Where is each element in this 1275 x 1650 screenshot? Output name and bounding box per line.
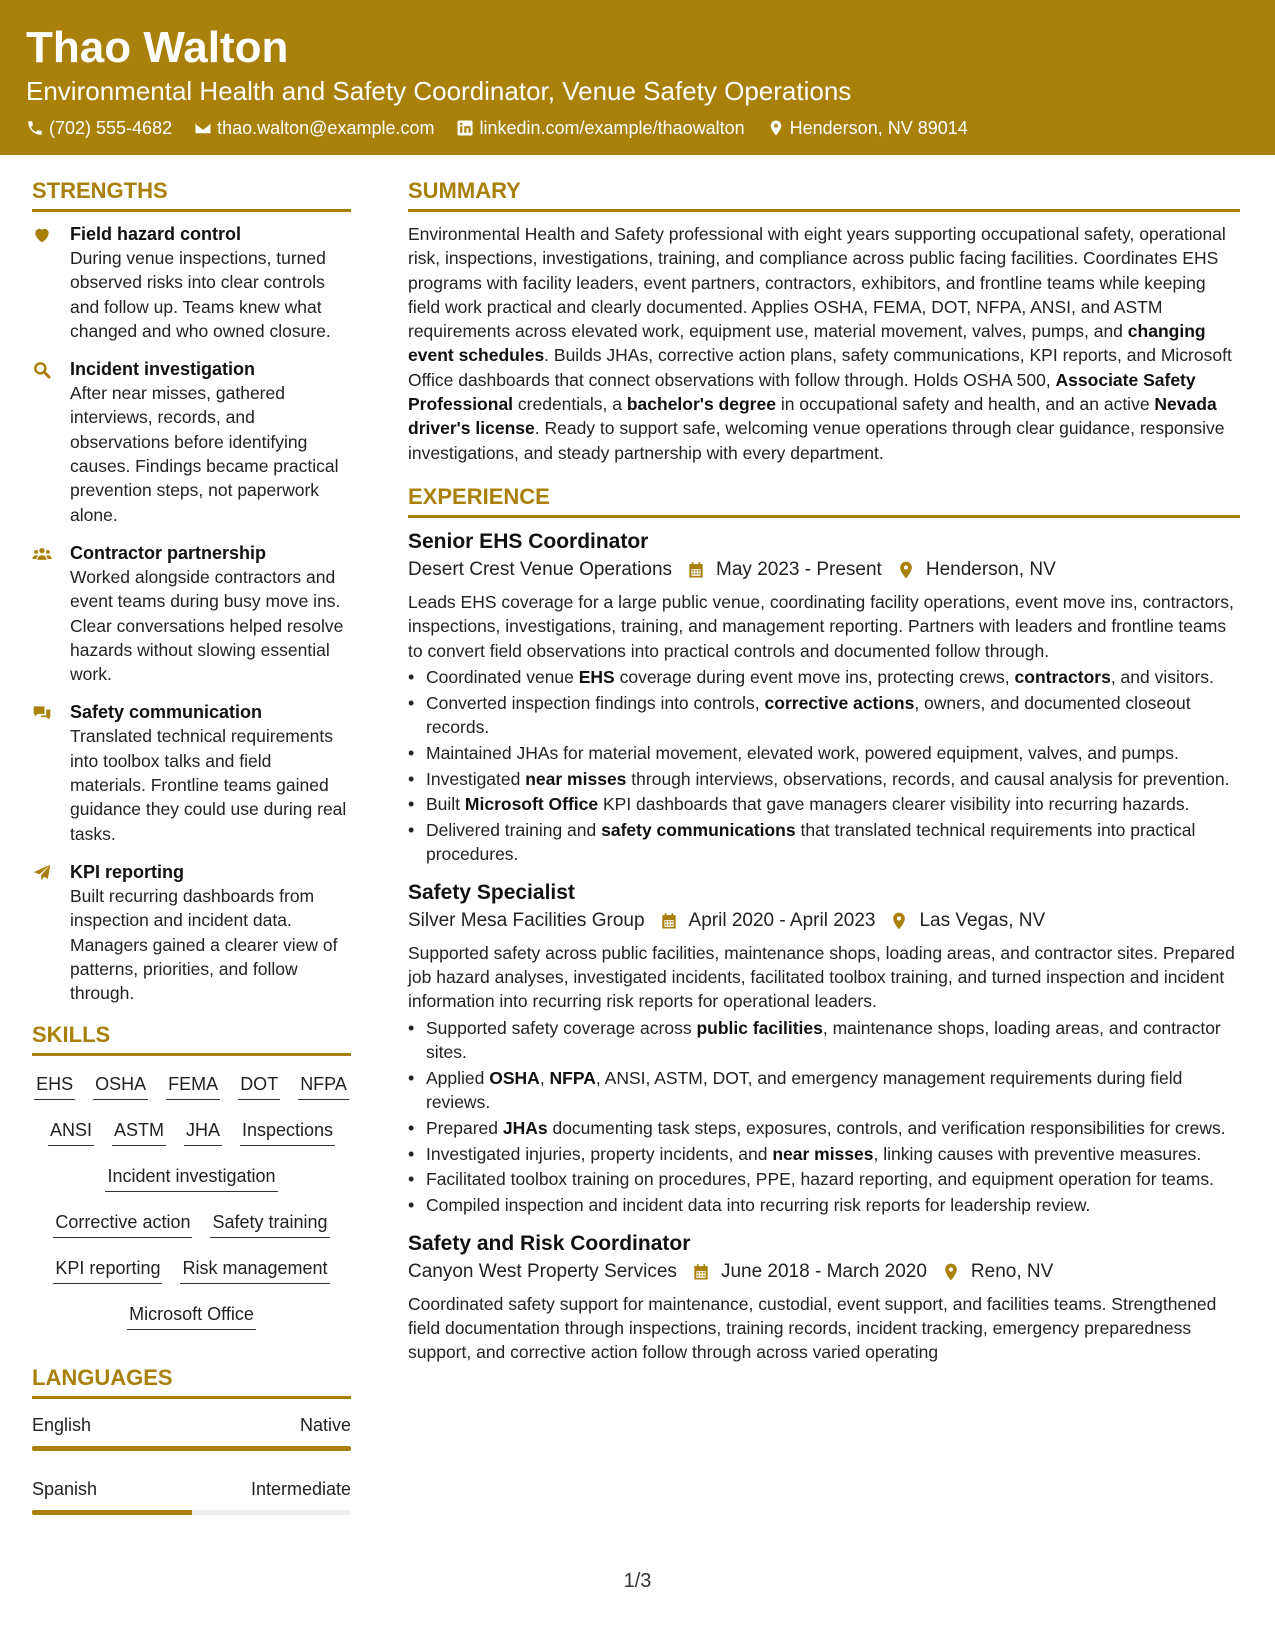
strength-title: KPI reporting [70, 861, 185, 882]
bold-text: JHAs [502, 1117, 548, 1138]
contact-bar [26, 116, 1249, 140]
strengths-heading: STRENGTHS [32, 177, 351, 212]
strength-desc: Translated technical requirements into toolbox talks and field materials. Frontline teams gained guidance they could use during real tasks. [70, 726, 347, 844]
language-level: Intermediate [250, 1479, 351, 1500]
bold-text: changing event schedules [408, 321, 1206, 366]
languages-list [32, 1413, 351, 1515]
text-run: documenting task steps, exposures, controls, and verification responsibilities for crews. [547, 1117, 1226, 1138]
map-pin-icon [896, 560, 916, 580]
job-entry [408, 528, 1240, 867]
language-row [32, 1413, 351, 1437]
bullet-item [408, 665, 1240, 689]
job-entry [408, 1230, 1240, 1365]
language-bar-fill [32, 1510, 192, 1515]
text-run: . Builds JHAs, corrective action plans, safety communications, KPI reports, and Microsoft Office dashboards that connect observations with follow through. Holds OSHA 500, [408, 345, 1232, 390]
text-run: Prepared [426, 1117, 503, 1138]
bullet-item [408, 767, 1240, 791]
text-run: Built [426, 794, 465, 815]
job-dates [659, 907, 876, 935]
skill-tag: ASTM [112, 1118, 166, 1146]
skill-tag: OSHA [93, 1072, 148, 1100]
job-company: Canyon West Property Services [408, 1260, 677, 1282]
calendar-icon [691, 1262, 711, 1282]
strength-desc: Built recurring dashboards from inspection and incident data. Managers gained a clearer view of patterns, priorities, and follow through. [70, 885, 338, 1004]
text-run: Coordinated venue [426, 666, 579, 687]
job-dates [691, 1258, 927, 1286]
job-location [941, 1258, 1053, 1286]
job-bullets [408, 1016, 1240, 1218]
experience-heading: EXPERIENCE [408, 483, 1240, 518]
bullet-item [408, 1142, 1240, 1166]
job-meta [408, 556, 1240, 584]
bold-text: OSHA [489, 1067, 540, 1088]
job-company: Desert Crest Venue Operations [408, 558, 673, 580]
strengths-list [32, 222, 351, 1005]
resume-header [0, 0, 1275, 155]
skills-row [36, 1072, 347, 1100]
summary-text [408, 222, 1240, 465]
strength-desc: Worked alongside contractors and event teams during busy move ins. Clear conversations helped resolve hazards without slowing essential work. [70, 566, 344, 685]
strength-item [32, 222, 351, 343]
skill-tag: DOT [238, 1072, 280, 1100]
text-run: . Ready to support safe, welcoming venue operations through clear guidance, responsive investigations, and steady partnership with every department. [408, 418, 1225, 463]
bold-text: EHS [578, 666, 615, 687]
job-title: Safety Specialist [408, 880, 575, 904]
skill-tag: Inspections [240, 1118, 335, 1146]
text-run: coverage during event move ins, protecting crews, [614, 666, 1015, 687]
users-icon [32, 544, 52, 564]
contact-linkedin[interactable] [456, 116, 744, 140]
map-pin-icon [941, 1262, 961, 1282]
right-column [408, 177, 1240, 1376]
bold-text: NFPA [549, 1067, 596, 1088]
envelope-icon [194, 119, 212, 137]
strength-title: Incident investigation [70, 359, 256, 380]
map-pin-icon [889, 911, 909, 931]
language-level: Native [299, 1415, 351, 1436]
text-run: , ANSI, ASTM, DOT, and emergency management requirements during field reviews. [426, 1067, 1183, 1113]
paper-plane-icon [32, 863, 52, 883]
text-run: Applied [426, 1067, 490, 1088]
skills-heading: SKILLS [32, 1021, 351, 1056]
job-location [889, 907, 1045, 935]
text-run: Maintained JHAs for material movement, elevated work, powered equipment, valves, and pumps. [426, 742, 1179, 763]
skills-row [36, 1164, 347, 1192]
job-dates-text: April 2020 - April 2023 [688, 909, 876, 931]
bullet-item [408, 1116, 1240, 1140]
text-run: Investigated injuries, property incidents, and [426, 1143, 773, 1164]
job-location-text: Henderson, NV [925, 558, 1056, 580]
text-run: that translated technical requirements into practical procedures. [426, 820, 1196, 865]
skill-tag: Safety training [210, 1210, 329, 1238]
text-run: , [539, 1067, 550, 1088]
job-location-text: Las Vegas, NV [919, 909, 1046, 931]
text-run: credentials, a [513, 394, 627, 415]
bold-text: contractors [1014, 666, 1111, 687]
bullet-item [408, 741, 1240, 765]
skill-tag: Corrective action [53, 1210, 192, 1238]
contact-email[interactable] [194, 116, 434, 140]
job-title: Senior EHS Coordinator [408, 529, 649, 553]
text-run: Environmental Health and Safety professional with eight years supporting occupational safety, operational risk, inspections, investigations, training, and compliance across public facing facilities. Coordinates EHS programs with facility leaders, event partners, contractors, exhibitors, and frontline teams while keeping field work practical and clearly documented. Applies OSHA, FEMA, DOT, NFPA, ANSI, and ASTM requirements across elevated work, equipment use, material movement, valves, pumps, and [408, 224, 1226, 342]
skills-row [36, 1256, 347, 1284]
bold-text: Microsoft Office [464, 794, 599, 815]
job-entry [408, 879, 1240, 1218]
job-meta [408, 907, 1240, 935]
bold-text: Associate Safety Professional [408, 369, 1196, 415]
bullet-item [408, 818, 1240, 867]
skill-tag: JHA [184, 1118, 222, 1146]
strength-title: Field hazard control [70, 224, 242, 244]
bullet-item [408, 1167, 1240, 1191]
left-column [32, 177, 351, 1541]
skills-row [36, 1210, 347, 1238]
bullet-item [408, 792, 1240, 816]
bold-text: safety communications [601, 820, 796, 841]
heart-icon [32, 225, 52, 245]
language-name: English [32, 1415, 92, 1436]
bold-text: bachelor's degree [626, 394, 776, 415]
text-run: Supported safety coverage across [426, 1017, 697, 1038]
skill-tag: FEMA [166, 1072, 220, 1100]
strength-item [32, 541, 351, 686]
bold-text: near misses [772, 1143, 874, 1164]
skills-row [36, 1118, 347, 1146]
contact-phone[interactable] [26, 116, 172, 140]
text-run: Compiled inspection and incident data into recurring risk reports for leadership review. [426, 1195, 1091, 1216]
text-run: KPI dashboards that gave managers clearer visibility into recurring hazards. [598, 794, 1190, 815]
language-name: Spanish [32, 1479, 98, 1500]
summary-heading: SUMMARY [408, 177, 1240, 212]
text-run: Investigated [426, 768, 526, 789]
skill-tag: Incident investigation [105, 1164, 277, 1192]
text-run: Delivered training and [426, 820, 602, 841]
text-run: , owners, and documented closeout records. [426, 692, 1191, 737]
contact-location [767, 116, 968, 140]
bullet-item [408, 1193, 1240, 1217]
strength-item [32, 357, 351, 527]
text-run: Facilitated toolbox training on procedures, PPE, hazard reporting, and equipment operation for teams. [426, 1169, 1214, 1190]
language-bar [32, 1446, 351, 1451]
search-icon [32, 360, 52, 380]
linkedin-text: linkedin.com/example/thaowalton [479, 118, 745, 138]
page-number: 1/3 [623, 1570, 652, 1592]
job-dates-text: May 2023 - Present [716, 558, 882, 580]
skill-tag: NFPA [298, 1072, 349, 1100]
skill-tag: ANSI [48, 1118, 94, 1146]
strength-item [32, 860, 351, 1005]
phone-text: (702) 555-4682 [49, 118, 173, 138]
linkedin-icon [456, 119, 474, 137]
text-run: Converted inspection findings into controls, [426, 692, 765, 713]
strength-item [32, 700, 351, 845]
job-description: Leads EHS coverage for a large public venue, coordinating facility operations, event move ins, contractors, inspections, investigations, training, and management reporting. Partners with leaders and frontline teams to convert field observations into practical controls and documented follow through. [408, 591, 1234, 661]
strength-desc: During venue inspections, turned observed risks into clear controls and follow up. Teams knew what changed and who owned closure. [70, 248, 331, 341]
email-text: thao.walton@example.com [217, 118, 435, 138]
job-location [896, 556, 1056, 584]
map-pin-icon [767, 119, 785, 137]
text-run: , linking causes with preventive measures. [873, 1143, 1202, 1164]
job-dates [686, 556, 882, 584]
skills-row [36, 1302, 347, 1330]
language-bar [32, 1510, 351, 1515]
skill-tag: Risk management [180, 1256, 329, 1284]
skill-tag: EHS [34, 1072, 75, 1100]
calendar-icon [686, 560, 706, 580]
skills-list [32, 1066, 351, 1330]
phone-icon [26, 119, 44, 137]
bold-text: public facilities [696, 1017, 823, 1038]
job-location-text: Reno, NV [970, 1260, 1054, 1282]
skill-tag: Microsoft Office [127, 1302, 256, 1330]
job-bullets [408, 665, 1240, 867]
strength-desc: After near misses, gathered interviews, records, and observations before identifying causes. Findings became practical prevention steps, not paperwork alone. [70, 383, 339, 525]
text-run: in occupational safety and health, and an active [775, 394, 1155, 415]
strength-title: Contractor partnership [70, 542, 267, 563]
job-meta [408, 1258, 1240, 1286]
text-run: through interviews, observations, records, and causal analysis for prevention. [626, 768, 1230, 789]
candidate-name: Thao Walton [26, 23, 289, 72]
job-company: Silver Mesa Facilities Group [408, 909, 645, 931]
bullet-item [408, 691, 1240, 740]
job-dates-text: June 2018 - March 2020 [720, 1260, 927, 1282]
bullet-item [408, 1066, 1240, 1115]
text-run: , maintenance shops, loading areas, and contractor sites. [426, 1017, 1221, 1062]
text-run: , and visitors. [1110, 666, 1214, 687]
job-title: Safety and Risk Coordinator [408, 1231, 691, 1255]
languages-heading: LANGUAGES [32, 1364, 351, 1399]
chat-icon [32, 703, 52, 723]
location-text: Henderson, NV 89014 [789, 118, 968, 138]
language-bar-fill [32, 1446, 351, 1451]
bold-text: Nevada driver's license [408, 394, 1217, 439]
experience-list [408, 528, 1240, 1364]
calendar-icon [659, 911, 679, 931]
skill-tag: KPI reporting [53, 1256, 162, 1284]
bold-text: corrective actions [764, 692, 915, 713]
language-row [32, 1477, 351, 1501]
candidate-title: Environmental Health and Safety Coordinator, Venue Safety Operations [26, 76, 852, 106]
job-description: Supported safety across public facilities, maintenance shops, loading areas, and contractor sites. Prepared job hazard analyses, investigated incidents, facilitated toolbox training, and turned inspection and incident information into recurring risk reports for operational leaders. [408, 942, 1235, 1012]
bold-text: near misses [525, 768, 627, 789]
job-description: Coordinated safety support for maintenance, custodial, event support, and facilities teams. Strengthened field documentation through inspections, training records, incident tracking, emergency preparedness support, and corrective action follow through across varied operating [408, 1293, 1217, 1363]
strength-title: Safety communication [70, 702, 263, 723]
bullet-item [408, 1016, 1240, 1065]
